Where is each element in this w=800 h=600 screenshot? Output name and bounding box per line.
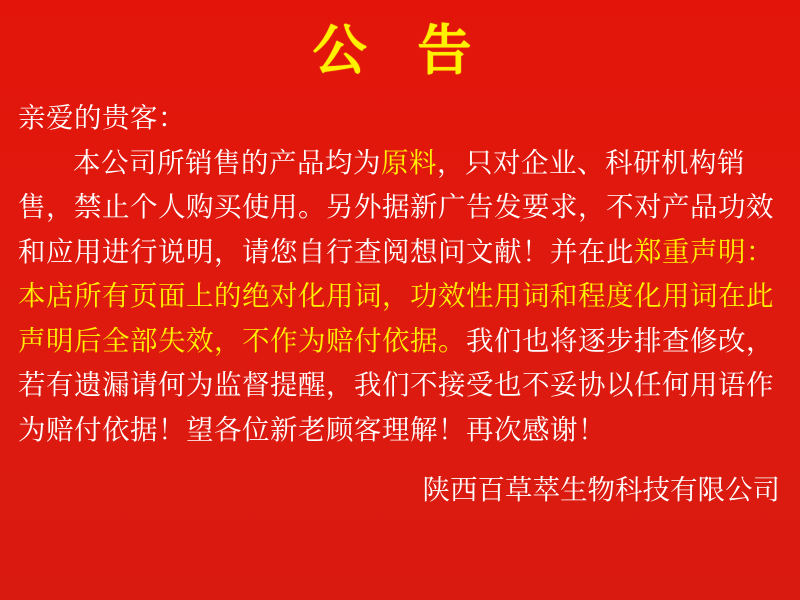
highlight-raw-material: 原料 <box>381 146 437 179</box>
highlight-solemn-statement: 郑重声明：本店所有页面上的绝对化用词，功效性用词和程度化用词在此声明后全部失效，不作为赔付依据。 <box>18 235 774 357</box>
notice-body <box>14 96 786 452</box>
company-signature: 陕西百草萃生物科技有限公司 <box>422 473 780 506</box>
paragraph-segment-3: 我们也将逐步排查修改，若有遗漏请何为监督提醒，我们不接受也不妥协以任何用语作为赔付依据！望各位新老顾客理解！再次感谢！ <box>18 324 774 447</box>
page-title: 公 告 <box>312 19 488 82</box>
main-paragraph <box>18 141 782 453</box>
paragraph-segment-2: ，只对企业、科研机构销售，禁止个人购买使用。另外据新广告发要求，不对产品功效和应用进行说明，请您自行查阅想问文献！并在此 <box>18 146 774 268</box>
salutation-text: 亲爱的贵客： <box>18 102 186 135</box>
paragraph-segment-1: 本公司所销售的产品均为 <box>73 146 381 179</box>
salutation-line <box>18 96 782 141</box>
